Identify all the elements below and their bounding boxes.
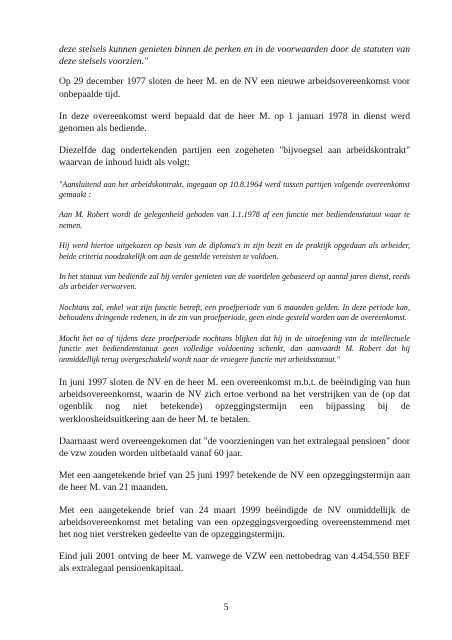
paragraph: In deze overeenkomst werd bepaald dat de heer M. op 1 januari 1978 in dienst werd genomen als bediende. xyxy=(59,110,410,135)
paragraph: Diezelfde dag ondertekenden partijen een zogeheten "bijvoegsel aan arbeidskontrakt" waarvan de inhoud luidt als volgt: xyxy=(59,145,410,169)
paragraph: Met een aangetekende brief van 25 juni 1997 betekende de NV een opzeggingstermijn aan de heer M. van 21 maanden. xyxy=(59,470,410,494)
quote-paragraph: Mocht het na of tijdens deze proefperiode nochtans blijken dat hij in de uitoefening van de intellectuele functie met bediendenstatuut geen volledige voldoening schenkt, dan aanvaardt M. Robert dat hij onmiddellijk terug overgeschakeld wordt naar de vroegere functie met arbeidsstatuut." xyxy=(59,333,410,364)
quote-paragraph: Nochtans zal, enkel wat zijn functie betreft, een proefperiode van 6 maanden gelden. In deze periode kan, behoudens dringende redenen, in de zin van proefperiode, geen einde gesteld worden aan de overeenkomst. xyxy=(59,302,410,323)
paragraph: Eind juli 2001 ontving de heer M. vanwege de VZW een nettobedrag van 4.454.550 BEF als extralegaal pensioenkapitaal. xyxy=(59,551,410,575)
quote-paragraph: Hij werd hiertoe uitgekozen op basis van de diploma's in zijn bezit en de praktijk opgedaan als arbeider, beide criteria noodzakelijk om aan de gestelde vereisten te voldoen. xyxy=(59,241,410,261)
quote-paragraph: In het statuut van bediende zal hij verder genieten van de voordelen gebaseerd op aantal jaren dienst, reeds als arbeider verworven. xyxy=(59,272,410,292)
paragraph: In juni 1997 sloten de NV en de heer M. een overeenkomst m.b.t. de beëindiging van hun arbeidsovereenkomst, waarin de NV zich ertoe verbond na het verstrijken van de (op dat ogenblik nog niet betekende) opzeggingstermijn een bijpassing bij de werkloosheidsuitkering aan de heer M. te betalen. xyxy=(59,376,410,425)
paragraph: Daarnaast werd overeengekomen dat "de voorzieningen van het extralegaal pensioen" door de vzw zouden worden uitbetaald vanaf 60 jaar. xyxy=(59,435,410,459)
quote-paragraph: "Aansluitend aan het arbeidskontrakt, ingegaan op 10.8.1964 werd tussen partijen volgende overeenkomst gemaakt : xyxy=(59,179,410,200)
quote-continuation: deze stelsels kunnen genieten binnen de perken en in de voorwaarden door de statuten van deze stelsels voorzien." xyxy=(59,44,410,68)
paragraph: Met een aangetekende brief van 24 maart 1999 beëindigde de NV onmiddellijk de arbeidsovereenkomst met betaling van een opzeggingsvergoeding overeenstemmend met het nog niet verstreken gedeelte van de opzeggingstermijn. xyxy=(59,504,410,540)
paragraph: Op 29 december 1977 sloten de heer M. en de NV een nieuwe arbeidsovereenkomst voor onbepaalde tijd. xyxy=(59,76,410,100)
quote-paragraph: Aan M. Robert wordt de gelegenheid geboden van 1.1.1978 af een functie met bediendenstatuut waar te nemen. xyxy=(59,210,410,230)
page-number: 5 xyxy=(223,602,229,613)
